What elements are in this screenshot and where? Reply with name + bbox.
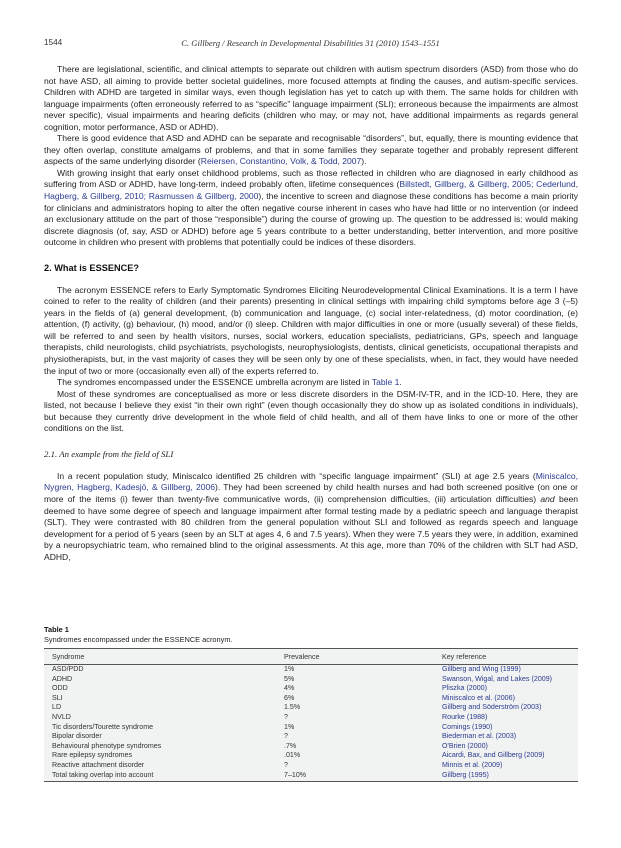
prevalence-cell: 1% (284, 722, 295, 731)
intro-paragraph-3 (44, 168, 578, 249)
prevalence-cell: 1.5% (284, 703, 301, 712)
emphasis-text: and (540, 493, 555, 504)
reference-link[interactable]: Miniscalco et al. (2006) (442, 693, 515, 702)
prevalence-cell: .01% (284, 751, 301, 760)
table-row (44, 751, 578, 761)
section2-1-paragraph (44, 471, 578, 563)
column-header-key-reference: Key reference (434, 649, 578, 665)
table-row (44, 742, 578, 752)
table-label: Table 1 (44, 625, 69, 634)
text-span: been deemed to have some degree of speech and language impairment after formal testing made by a pediatric speech and language therapist (SLT). They were contrasted with 80 children from the general population without SLI and followed as regards speech and language development for a period of 5 years (seen by an SLT at ages 4, 6 and 7.5 years). When they were 7.5 years they were, in addition, examined by a neuropsychiatric team, who remained blind to the original assessments. At this age, more than 70% of the children with SLT had ASD, ADHD, (44, 493, 578, 562)
table-row (44, 771, 578, 782)
prevalence-cell: 7–10% (276, 771, 434, 782)
section-heading: 2. What is ESSENCE? (44, 262, 139, 273)
prevalence-cell: ? (284, 760, 288, 769)
table-row (44, 665, 578, 675)
section2-paragraph-3: Most of these syndromes are conceptualised as more or less discrete disorders in the DSM-IV-TR, and in the ICD-10. Here, they are listed, not because I believe they exist “in their own right” (even though occasionally they do show up as isolated conditions in individuals), but because they currently drive development in the whole field of child health, and all of them have links to one or more of the other conditions on the list. (44, 388, 578, 434)
reference-link[interactable]: Swanson, Wigal, and Lakes (2009) (442, 674, 553, 683)
reference-link[interactable]: O'Brien (2000) (442, 741, 488, 750)
article-body (44, 64, 578, 563)
syndrome-cell: NVLD (52, 712, 71, 721)
syndrome-cell: Rare epilepsy syndromes (52, 751, 133, 760)
column-header-syndrome: Syndrome (44, 649, 276, 665)
syndrome-cell: Bipolar disorder (52, 732, 102, 741)
text-span: The syndromes encompassed under the ESSENCE umbrella acronym are listed in (57, 377, 372, 388)
reference-link[interactable]: Biederman et al. (2003) (442, 732, 517, 741)
prevalence-cell: ? (284, 712, 288, 721)
syndromes-table (44, 648, 578, 782)
citation-link[interactable]: Billstedt, Gillberg, & Gillberg, 2005; Cederlund, Hagberg, & Gillberg, 2010; Rasmussen & Gillberg, 2000 (44, 179, 578, 202)
reference-link[interactable]: Minnis et al. (2009) (442, 760, 503, 769)
column-header-prevalence: Prevalence (276, 649, 434, 665)
text-span: ). They had been screened by child health nurses and had both screened positive (on one or more of the items (i) fewer than twenty-five communicative words, (ii) comprehension difficulties, (iii) articulation difficulties) (44, 482, 579, 504)
prevalence-cell: 4% (284, 684, 295, 693)
intro-paragraph-1: There are legislational, scientific, and clinical attempts to separate out children with autism spectrum disorders (ASD) from those who do not have ASD, all aiming to provide better societal guidelines, more focused attempts at finding the causes, and autism-specific services. Children with ADHD are targeted in similar ways, even though legislation has yet to catch up with them. The same holds for children with language impairments (often erroneously referred to as “specific” language impairment (SLI); erroneous because the impairments are almost never specific), visual impairments and hearing deficits (children who may, or may not, have additional impairments as regards general cognition, motor performance, ASD or ADHD). (44, 64, 578, 132)
table-row (44, 694, 578, 704)
page-number: 1544 (44, 38, 63, 47)
subsection-heading: 2.1. An example from the field of SLI (44, 448, 174, 459)
reference-link[interactable]: Gillberg (1995) (434, 771, 578, 782)
reference-link[interactable]: Pliszka (2000) (442, 684, 487, 693)
text-span: . (399, 377, 402, 388)
citation-link[interactable]: Miniscalco, Nygren, Hagberg, Kadesjö, & Gillberg, 2006 (44, 470, 578, 493)
table-row (44, 684, 578, 694)
prevalence-cell: 1% (284, 665, 295, 673)
table-reference-link[interactable]: Table 1 (371, 377, 400, 388)
syndrome-cell: ASD/PDD (52, 665, 84, 673)
prevalence-cell: 5% (284, 674, 295, 683)
syndrome-cell: ADHD (52, 674, 73, 683)
page-header (44, 38, 577, 52)
table-1 (44, 625, 578, 782)
text-span: In a recent population study, Miniscalco identified 25 children with “specific language impairment” (SLI) at age 2.5 years ( (57, 470, 536, 481)
text-span: With growing insight that early onset childhood problems, such as those reflected in children who are diagnosed in early childhood as suffering from ASD or ADHD, have long-term, indeed probably often, lifetime consequences ( (44, 167, 578, 190)
section2-paragraph-2 (44, 377, 578, 389)
citation-link[interactable]: Reiersen, Constantino, Volk, & Todd, 2007 (200, 156, 362, 167)
reference-link[interactable]: Comings (1990) (442, 722, 493, 731)
table-row (44, 732, 578, 742)
syndrome-cell: SLI (52, 693, 63, 702)
syndrome-cell: Total taking overlap into account (44, 771, 276, 782)
table-row (44, 761, 578, 771)
reference-link[interactable]: Aicardi, Bax, and Gillberg (2009) (442, 751, 545, 760)
text-span: ), the incentive to screen and diagnose these conditions has become a main priority for clinicians and administrators hoping to alter the often negative course inherent in cases who have had little or no intervention (or indeed an exclusionary attitude on the part of those “responsible”) during the course of growing up. The question to be addressed is: would making discrete diagnosis (of, say, ASD or ADHD) before age 5 years contribute to a better understanding, better intervention, and more positive outcome in children who present with problems that potentially could be indices of these disorders. (44, 191, 578, 248)
syndrome-cell: Tic disorders/Tourette syndrome (52, 722, 154, 731)
prevalence-cell: ? (284, 732, 288, 741)
table-row (44, 675, 578, 685)
syndrome-cell: Reactive attachment disorder (52, 760, 145, 769)
syndrome-cell: ODD (52, 684, 68, 693)
section2-paragraph-1: The acronym ESSENCE refers to Early Symptomatic Syndromes Eliciting Neurodevelopmental Clinical Examinations. It is a term I have coined to refer to the reality of children (and their parents) presenting in clinical settings with impairing child symptoms before age 3 (–5) years in the fields of (a) general development, (b) communication and language, (c) social inter-relatedness, (d) motor coordination, (e) attention, (f) activity, (g) behaviour, (h) mood, and/or (i) sleep. Children with major difficulties in one or more (usually several) of these fields, will be referred to and seen by health visitors, nurses, social workers, education specialists, pediatricians, GPs, speech and language therapists, child neurologists, child psychiatrists, psychologists, neurophysiologists, dentists, clinical geneticists, occupational therapists and physiotherapists, but, in the vast majority of cases they will be seen only by one of these specialists, when, in fact, they would have needed the input of two or more (occasionally even all) of the experts referred to. (44, 284, 578, 376)
reference-link[interactable]: Rourke (1988) (442, 712, 488, 721)
syndrome-cell: LD (52, 703, 62, 712)
text-span: ). (361, 156, 367, 167)
intro-paragraph-2 (44, 133, 578, 168)
table-row (44, 703, 578, 713)
prevalence-cell: .7% (284, 741, 297, 750)
table-caption: Syndromes encompassed under the ESSENCE acronym. (44, 635, 233, 644)
prevalence-cell: 6% (284, 693, 295, 702)
table-row (44, 713, 578, 723)
syndrome-cell: Behavioural phenotype syndromes (52, 741, 162, 750)
table-header-row (44, 649, 578, 665)
reference-link[interactable]: Gillberg and Wing (1999) (442, 665, 521, 673)
reference-link[interactable]: Gillberg and Söderström (2003) (442, 703, 542, 712)
running-title: C. Gillberg / Research in Developmental Disabilities 31 (2010) 1543–1551 (181, 38, 440, 48)
text-span: There is good evidence that ASD and ADHD can be separate and recognisable “disorders”, but, equally, there is mounting evidence that they often overlap, constitute amalgams of problems, and that in some families they separate together and probably represent different aspects of the same underlying disorder ( (44, 133, 578, 167)
table-row (44, 723, 578, 733)
